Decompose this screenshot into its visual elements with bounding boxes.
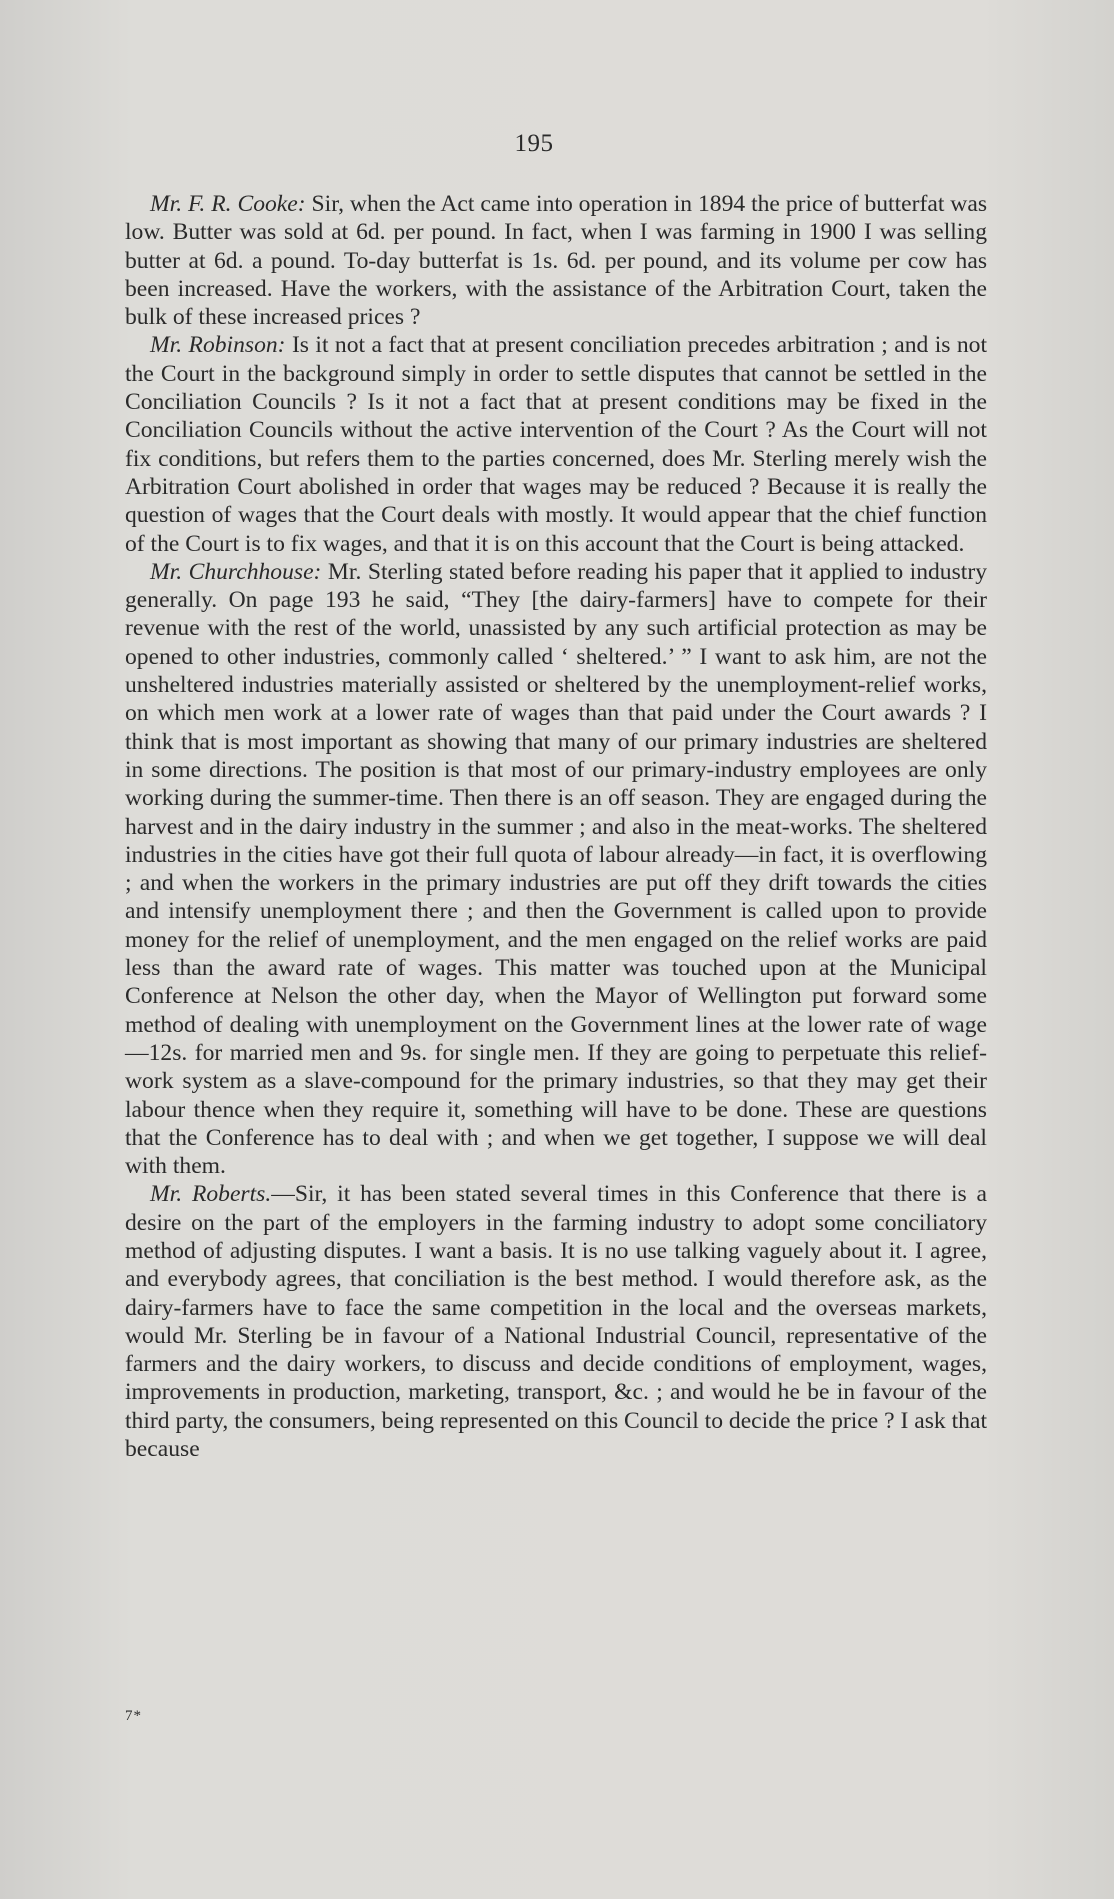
paragraph-roberts [125, 1180, 987, 1463]
paragraph-text: —Sir, it has been stated several times in this Conference that there is a desire on the part of the employers in the farming industry to adopt some conciliatory method of adjusting disputes. I want a basis. It is no use talking vaguely about it. I agree, and everybody agrees, that conciliation is the best method. I would therefore ask, as the dairy-farmers have to face the same competition in the local and the overseas markets, would Mr. Sterling be in favour of a National Industrial Council, representative of the farmers and the dairy workers, to discuss and decide conditions of employment, wages, improvements in production, marketing, transport, &c. ; and would he be in favour of the third party, the consumers, being represented on this Council to decide the price ? I ask that because [125, 1181, 988, 1463]
speaker-name: Mr. Robinson: [150, 332, 286, 359]
paragraph-text: Mr. Sterling stated before reading his paper that it applied to industry generally. On page 193 he said, “They [the dairy-farmers] have to compete for their revenue with the rest of the world, unassisted by any such artificial protection as may be opened to other industries, commonly called ‘ sheltered.’ ” I want to ask him, are not the unsheltered industries materially assisted or sheltered by the unemployment-relief works, on which men work at a lower rate of wages than that paid under the Court awards ? I think that is most important as showing that many of our primary industries are sheltered in some directions. The position is that most of our primary-industry employees are only working during the summer-time. Then there is an off season. They are engaged during the harvest and in the dairy industry in the summer ; and also in the meat-works. The sheltered industries in the cities have got their full quota of labour already—in fact, it is overflowing ; and when the workers in the primary industries are put off they drift towards the cities and intensify unemployment there ; and then the Government is called upon to provide money for the relief of unemployment, and the men engaged on the relief works are paid less than the award rate of wages. This matter was touched upon at the Municipal Conference at Nelson the other day, when the Mayor of Wellington put forward some method of dealing with unemployment on the Government lines at the lower rate of wage—12s. for married men and 9s. for single men. If they are going to perpetuate this relief-work system as a slave-compound for the primary industries, so that they may get their labour thence when they require it, something will have to be done. These are questions that the Conference has to deal with ; and when we get together, I suppose we will deal with them. [125, 558, 987, 1180]
signature-mark: 7* [125, 1708, 142, 1724]
paragraph-text: Sir, when the Act came into operation in 1894 the price of butterfat was low. Butter was sold at 6d. per pound. In fact, when I was farming in 1900 I was selling butter at 6d. a pound. To-day butterfat is 1s. 6d. per pound, and its volume per cow has been increased. Have the workers, with the assistance of the Arbitration Court, taken the bulk of these increased prices ? [125, 191, 987, 331]
text-block [125, 190, 987, 1463]
paragraph-churchhouse [125, 558, 987, 1181]
speaker-name: Mr. Roberts. [150, 1181, 272, 1208]
paragraph-robinson [125, 331, 987, 557]
paragraph-cooke [125, 190, 987, 331]
speaker-name: Mr. F. R. Cooke: [150, 191, 306, 217]
page-number: 195 [514, 130, 554, 157]
paragraph-text: Is it not a fact that at present conciliation precedes arbitration ; and is not the Court in the background simply in order to settle disputes that cannot be settled in the Conciliation Councils ? Is it not a fact that at present conditions may be fixed in the Conciliation Councils without the active intervention of the Court ? As the Court will not fix conditions, but refers them to the parties concerned, does Mr. Sterling merely wish the Arbitration Court abolished in order that wages may be reduced ? Because it is really the question of wages that the Court deals with mostly. It would appear that the chief function of the Court is to fix wages, and that it is on this account that the Court is being attacked. [125, 332, 987, 557]
speaker-name: Mr. Churchhouse: [150, 558, 322, 585]
